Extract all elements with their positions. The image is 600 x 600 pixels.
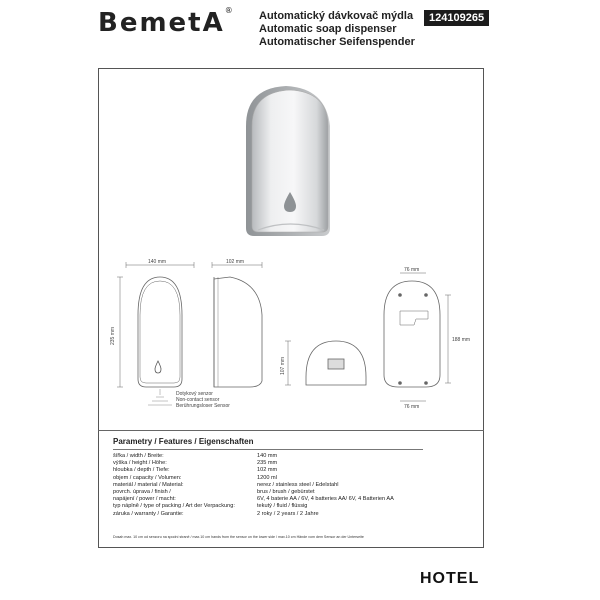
hole-vertical-dimension: 188 mm [452,337,471,343]
spec-value: nerez / stainless steel / Edelstahl [257,481,339,488]
sensor-note-cz: Dotykový senzor [176,391,213,397]
front-view [117,262,194,387]
spec-value: tekutý / fluid / flüssig [257,503,308,510]
spec-value: brus / brush / gebürstet [257,489,315,496]
spec-label: povrch. úprava / finish / [113,489,171,496]
back-view [384,273,451,401]
brand-name: BemetA [98,8,225,38]
bracket-height-dimension: 107 mm [280,356,286,375]
sensor-note-de: Berührungsloser Sensor [176,403,230,409]
spec-label: typ náplně / type of packing / Art der Verpackung: [113,503,235,510]
side-view [212,262,262,387]
sensor-symbol [148,389,172,405]
spec-label: výška / height / Höhe: [113,460,167,467]
spec-value: 2 roky / 2 years / 2 Jahre [257,510,319,517]
category-label: HOTEL [420,570,480,587]
spec-row [113,460,394,467]
spec-label: napájení / power / macht: [113,496,176,503]
spec-label: materiál / material / Material: [113,481,184,488]
spec-row [113,453,394,460]
parameters-heading: Parametry / Features / Eigenschaften [113,437,254,446]
spec-row [113,503,394,510]
spec-row [113,511,394,518]
bracket-view [285,341,366,385]
sensor-footnote: Dosah max. 10 cm od senzoru na spodní straně / max.10 cm hands from the sensor on the lower side / max.10 cm Hände vom dem Sensor an der Unterseite [113,535,364,539]
spec-value: 1200 ml [257,474,277,481]
sensor-note-en: Non-contact sensor [176,397,220,403]
spec-label: hloubka / depth / Tiefe: [113,467,170,474]
specifications-table [113,453,394,518]
spec-row [113,489,394,496]
spec-row [113,482,394,489]
width-dimension: 140 mm [148,259,167,265]
product-titles [259,10,415,49]
trademark-symbol: ® [224,6,235,15]
spec-row [113,467,394,474]
parameters-underline [113,449,423,450]
spec-value: 235 mm [257,460,278,467]
spec-label: objem / capacity / Volumen: [113,474,182,481]
product-photo [240,80,336,240]
spec-value: 102 mm [257,467,278,474]
technical-drawing [110,255,480,425]
spec-row [113,475,394,482]
hole-spacing-bottom-dimension: 76 mm [404,404,420,410]
spec-row [113,496,394,503]
title-english: Automatic soap dispenser [259,23,397,35]
title-german: Automatischer Seifenspender [259,36,415,48]
product-code: 124109265 [424,10,489,26]
section-divider [98,430,484,431]
spec-label: šířka / width / Breite: [113,453,164,459]
hole-spacing-top-dimension: 76 mm [404,267,420,273]
spec-value: 6V, 4 baterie AA / 6V, 4 batteries AA/ 6V, 4 Batterien AA [257,496,394,503]
spec-label: záruka / warranty / Garantie: [113,510,184,517]
height-dimension: 235 mm [110,326,116,345]
spec-value: 140 mm [257,453,278,459]
title-czech: Automatický dávkovač mýdla [259,10,414,22]
depth-dimension: 102 mm [226,259,245,265]
brand-logo [98,8,235,38]
